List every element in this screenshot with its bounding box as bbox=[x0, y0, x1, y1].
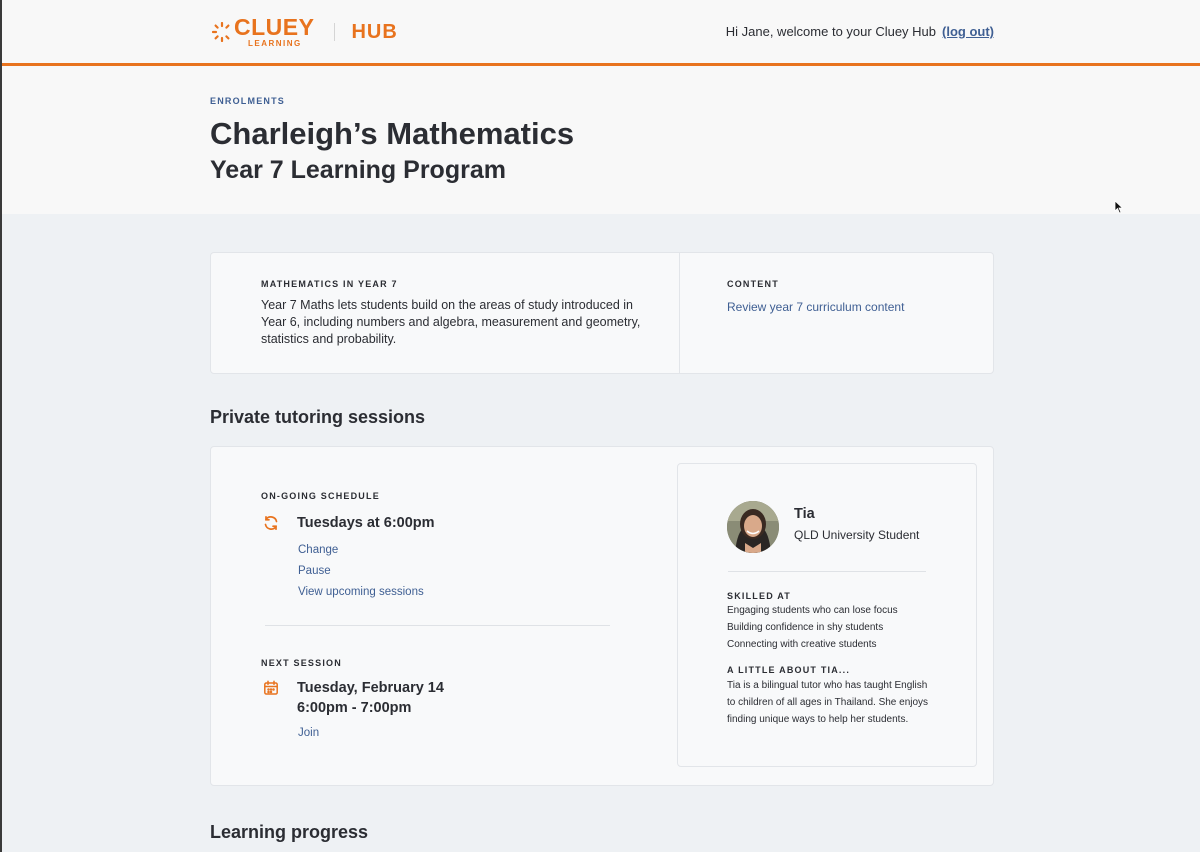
welcome-message bbox=[726, 24, 994, 39]
greeting-text: Hi Jane, welcome to your Cluey Hub bbox=[725, 24, 937, 39]
next-session-date: Tuesday, February 14 bbox=[297, 680, 444, 696]
refresh-icon bbox=[263, 515, 279, 531]
content-label: CONTENT bbox=[727, 279, 779, 289]
tutoring-section-title: Private tutoring sessions bbox=[210, 407, 426, 427]
tutor-avatar bbox=[727, 501, 779, 553]
tutoring-sessions-card bbox=[210, 446, 994, 786]
tutor-name: Tia bbox=[794, 506, 815, 522]
list-item: Connecting with creative students bbox=[727, 639, 877, 650]
about-line: Tia is a bilingual tutor who has taught English bbox=[727, 680, 928, 691]
page-subtitle: Year 7 Learning Program bbox=[210, 156, 506, 184]
skilled-at-label: SKILLED AT bbox=[727, 591, 791, 601]
page-header bbox=[2, 66, 1200, 214]
join-session-link[interactable]: Join bbox=[298, 727, 320, 739]
mouse-cursor-icon bbox=[1114, 200, 1124, 214]
next-session-label: NEXT SESSION bbox=[261, 658, 342, 668]
schedule-value: Tuesdays at 6:00pm bbox=[297, 515, 435, 531]
logo-wordmark: CLUEY bbox=[234, 14, 315, 40]
sun-logo-icon bbox=[212, 22, 232, 42]
tutor-role: QLD University Student bbox=[794, 528, 920, 542]
sessions-divider bbox=[265, 625, 610, 626]
about-line: to children of all ages in Thailand. She enjoys bbox=[727, 697, 929, 708]
tutor-divider bbox=[728, 571, 926, 572]
about-tutor-label: A LITTLE ABOUT TIA... bbox=[727, 665, 851, 675]
subject-overview-card bbox=[210, 252, 994, 374]
review-curriculum-link[interactable]: Review year 7 curriculum content bbox=[727, 300, 905, 314]
logout-link[interactable]: (log out) bbox=[942, 24, 994, 39]
skills-list bbox=[727, 602, 937, 653]
logo-subtitle: LEARNING bbox=[248, 39, 302, 48]
logo-divider bbox=[334, 23, 335, 41]
schedule-label: ON-GOING SCHEDULE bbox=[261, 491, 380, 501]
view-upcoming-sessions-link[interactable]: View upcoming sessions bbox=[298, 586, 424, 598]
about-line: finding unique ways to help her students. bbox=[727, 714, 909, 725]
top-bar bbox=[2, 0, 1200, 66]
list-item: Engaging students who can lose focus bbox=[727, 605, 898, 616]
next-session-time: 6:00pm - 7:00pm bbox=[297, 700, 412, 716]
learning-progress-title: Learning progress bbox=[210, 822, 369, 842]
cluey-logo[interactable] bbox=[212, 14, 398, 50]
pause-schedule-link[interactable]: Pause bbox=[298, 565, 331, 577]
change-schedule-link[interactable]: Change bbox=[298, 544, 339, 556]
tutor-card bbox=[677, 463, 977, 767]
logo-hub: HUB bbox=[351, 20, 398, 43]
page-title: Charleigh’s Mathematics bbox=[210, 116, 575, 151]
overview-label: MATHEMATICS IN YEAR 7 bbox=[261, 279, 398, 289]
calendar-icon bbox=[263, 680, 279, 696]
about-tutor-text bbox=[727, 677, 937, 728]
overview-divider bbox=[679, 253, 680, 373]
breadcrumb[interactable]: ENROLMENTS bbox=[210, 96, 285, 106]
list-item: Building confidence in shy students bbox=[727, 622, 884, 633]
overview-description: Year 7 Maths lets students build on the areas of study introduced in Year 6, including numbers and algebra, measurement and geometry, statistics and probability. bbox=[261, 298, 641, 346]
